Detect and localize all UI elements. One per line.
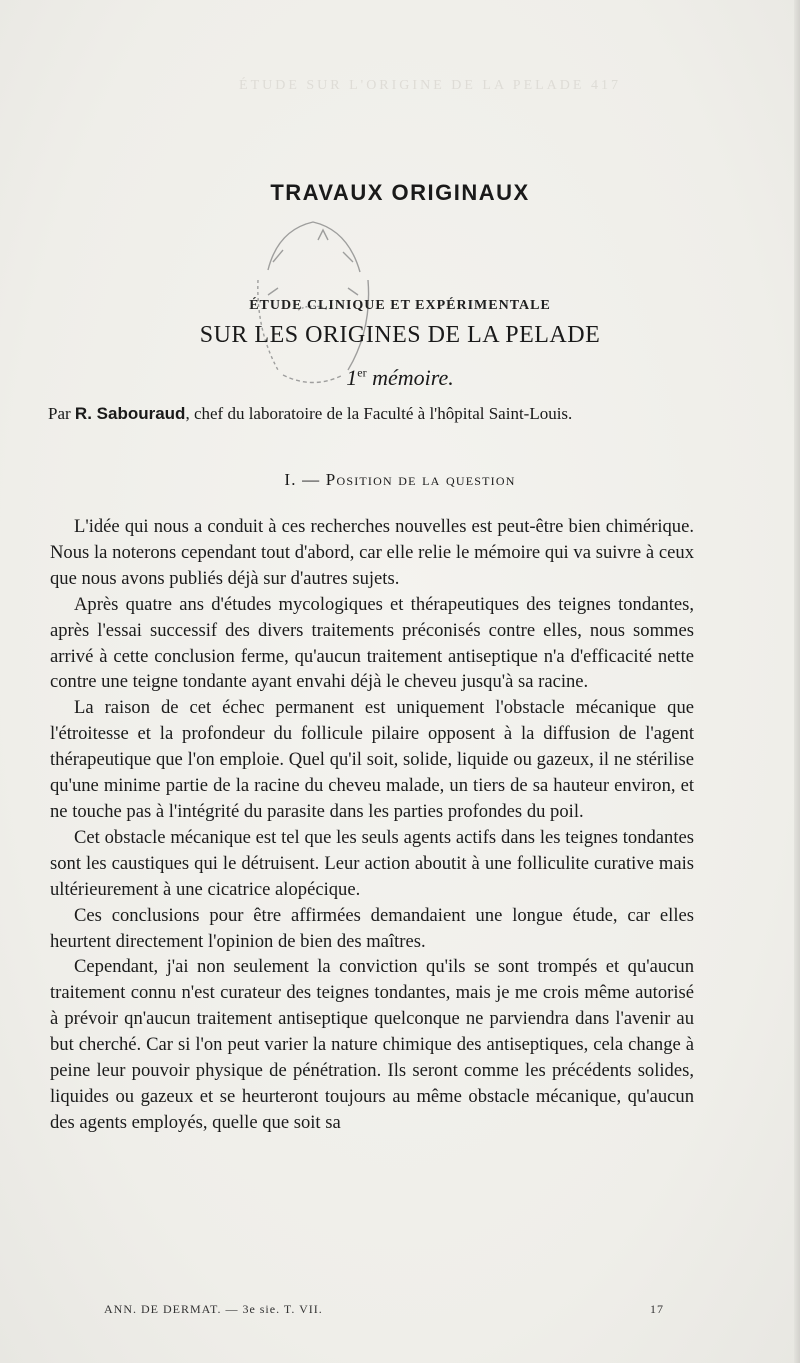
section-title: TRAVAUX ORIGINAUX — [270, 180, 530, 205]
byline-prefix: Par — [48, 404, 75, 423]
article-title-line-1: ÉTUDE CLINIQUE ET EXPÉRIMENTALE — [249, 298, 551, 313]
page-number: 17 — [650, 1302, 664, 1316]
memoire-superscript: er — [357, 365, 367, 380]
article-body — [50, 514, 694, 1136]
memoire-word: mémoire. — [366, 365, 454, 390]
bleed-through-running-head: ÉTUDE SUR L'ORIGINE DE LA PELADE 417 — [239, 78, 621, 93]
paragraph: La raison de cet échec permanent est uniquement l'obstacle mécanique que l'étroitesse et la profondeur du follicule pilaire opposent à la diffusion de l'agent thérapeutique que l'on emploie. Quel qu'il soit, solide, liquide ou gazeux, il ne stérilise qu'une minime partie de la racine du cheveu malade, un tiers de sa hauteur environ, et ne touche pas à l'intégrité du parasite dans les parties profondes du poil. — [50, 697, 694, 822]
author-name: R. Sabouraud — [74, 404, 186, 423]
byline-affiliation: , chef du laboratoire de la Faculté à l'hôpital Saint-Louis. — [185, 404, 573, 423]
section-subheading: I. — Position de la question — [284, 470, 516, 489]
paragraph: Cependant, j'ai non seulement la conviction qu'ils se sont trompés et qu'aucun traitement connu n'est curateur des teignes tondantes, mais je me crois même autorisé à prévoir qn'aucun traitement antiseptique quelconque ne parviendra dans l'avenir au but cherché. Car si l'on peut varier la nature chimique des antiseptiques, cela change à peine leur pouvoir physique de pénétration. Ils seront comme les précédents solides, liquides ou gazeux et se heurteront toujours au même obstacle mécanique, qu'aucun des agents employés, quelle que soit sa — [50, 956, 694, 1133]
article-memoire-label — [0, 365, 800, 391]
paragraph: Ces conclusions pour être affirmées demandaient une longue étude, car elles heurtent directement l'opinion de bien des maîtres. — [50, 904, 694, 952]
journal-reference: ANN. DE DERMAT. — 3e sie. T. VII. — [104, 1302, 323, 1316]
byline — [48, 404, 768, 424]
article-title-line-2: SUR LES ORIGINES DE LA PELADE — [199, 322, 601, 348]
memoire-number: 1 — [346, 365, 358, 390]
paragraph: Cet obstacle mécanique est tel que les seuls agents actifs dans les teignes tondantes sont les caustiques qui le détruisent. Leur action aboutit à une folliculite curative mais ultérieurement à une cicatrice alopécique. — [50, 826, 694, 900]
paragraph: Après quatre ans d'études mycologiques et thérapeutiques des teignes tondantes, après l'essai successif des divers traitements préconisés contre elles, nous sommes arrivé à cette conclusion ferme, qu'aucun traitement antiseptique n'a d'efficacité nette contre une teigne tondante ayant envahi déjà le cheveu jusqu'à sa racine. — [50, 593, 694, 693]
paragraph: L'idée qui nous a conduit à ces recherches nouvelles est peut-être bien chimérique. Nous la noterons cependant tout d'abord, car elle relie le mémoire qui va suivre à ceux que nous avons publiés déjà sur d'autres sujets. — [50, 516, 694, 589]
